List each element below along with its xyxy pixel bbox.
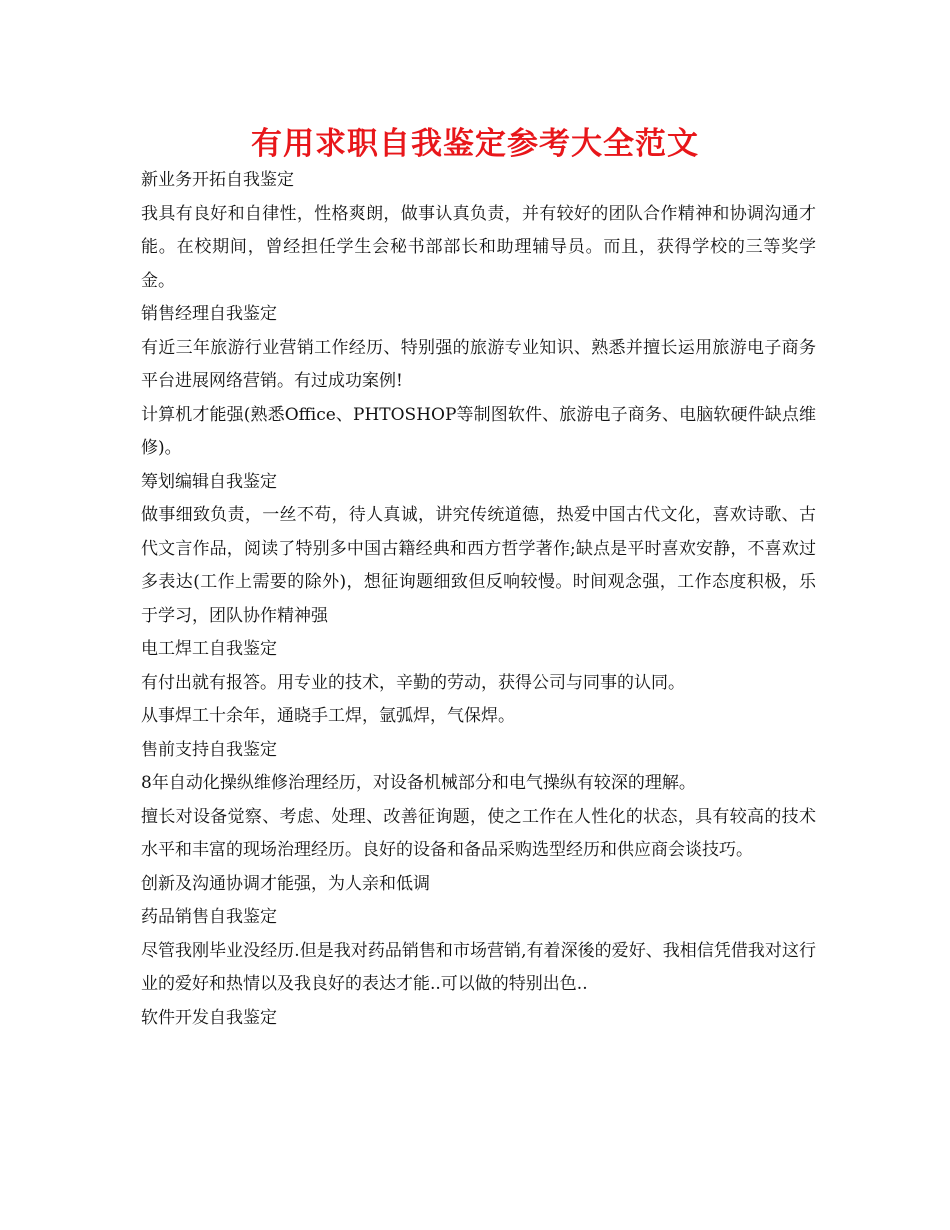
body-paragraph: 有付出就有报答。用专业的技术，辛勤的劳动，获得公司与同事的认同。: [141, 672, 685, 693]
section-heading: 软件开发自我鉴定: [141, 1007, 277, 1028]
section-heading: 电工焊工自我鉴定: [141, 639, 277, 659]
document-title: 有用求职自我鉴定参考大全范文: [251, 126, 699, 162]
body-paragraph: 我具有良好和自律性，性格爽朗，做事认真负责，并有较好的团队合作精神和协调沟通才能。在校期间，曾经担任学生会秘书部部长和助理辅导员。而且，获得学校的三等奖学金。: [141, 203, 816, 291]
body-paragraph: 擅长对设备觉察、考虑、处理、改善征询题，使之工作在人性化的状态，具有较高的技术水平和丰富的现场治理经历。良好的设备和备品采购选型经历和供应商会谈技巧。: [141, 806, 816, 860]
body-paragraph: 做事细致负责，一丝不苟，待人真诚，讲究传统道德，热爱中国古代文化，喜欢诗歌、古代文言作品，阅读了特别多中国古籍经典和西方哲学著作;缺点是平时喜欢安静，不喜欢过多表达(工作上需要的除外)，想征询题细致但反响较慢。时间观念强，工作态度积极，乐于学习，团队协作精神强: [141, 505, 816, 626]
body-paragraph: 尽管我刚毕业没经历.但是我对药品销售和市场营销,有着深後的爱好、我相信凭借我对这行业的爱好和热情以及我良好的表达才能..可以做的特别出色..: [141, 940, 816, 994]
section-heading: 销售经理自我鉴定: [141, 304, 277, 324]
body-paragraph: 创新及沟通协调才能强，为人亲和低调: [141, 873, 430, 894]
body-paragraph: 8年自动化操纵维修治理经历，对设备机械部分和电气操纵有较深的理解。: [141, 773, 696, 793]
section-heading: 药品销售自我鉴定: [141, 907, 277, 927]
body-paragraph: 从事焊工十余年，通晓手工焊，氩弧焊，气保焊。: [141, 706, 515, 726]
section-heading: 筹划编辑自我鉴定: [141, 471, 277, 492]
section-heading: 售前支持自我鉴定: [141, 739, 277, 760]
body-paragraph: 计算机才能强(熟悉Office、PHTOSHOP等制图软件、旅游电子商务、电脑软硬件缺点维修)。: [141, 404, 816, 458]
body-paragraph: 有近三年旅游行业营销工作经历、特别强的旅游专业知识、熟悉并擅长运用旅游电子商务平台进展网络营销。有过成功案例!: [141, 337, 816, 391]
section-heading: 新业务开拓自我鉴定: [141, 170, 294, 190]
document-body: [141, 164, 816, 1035]
